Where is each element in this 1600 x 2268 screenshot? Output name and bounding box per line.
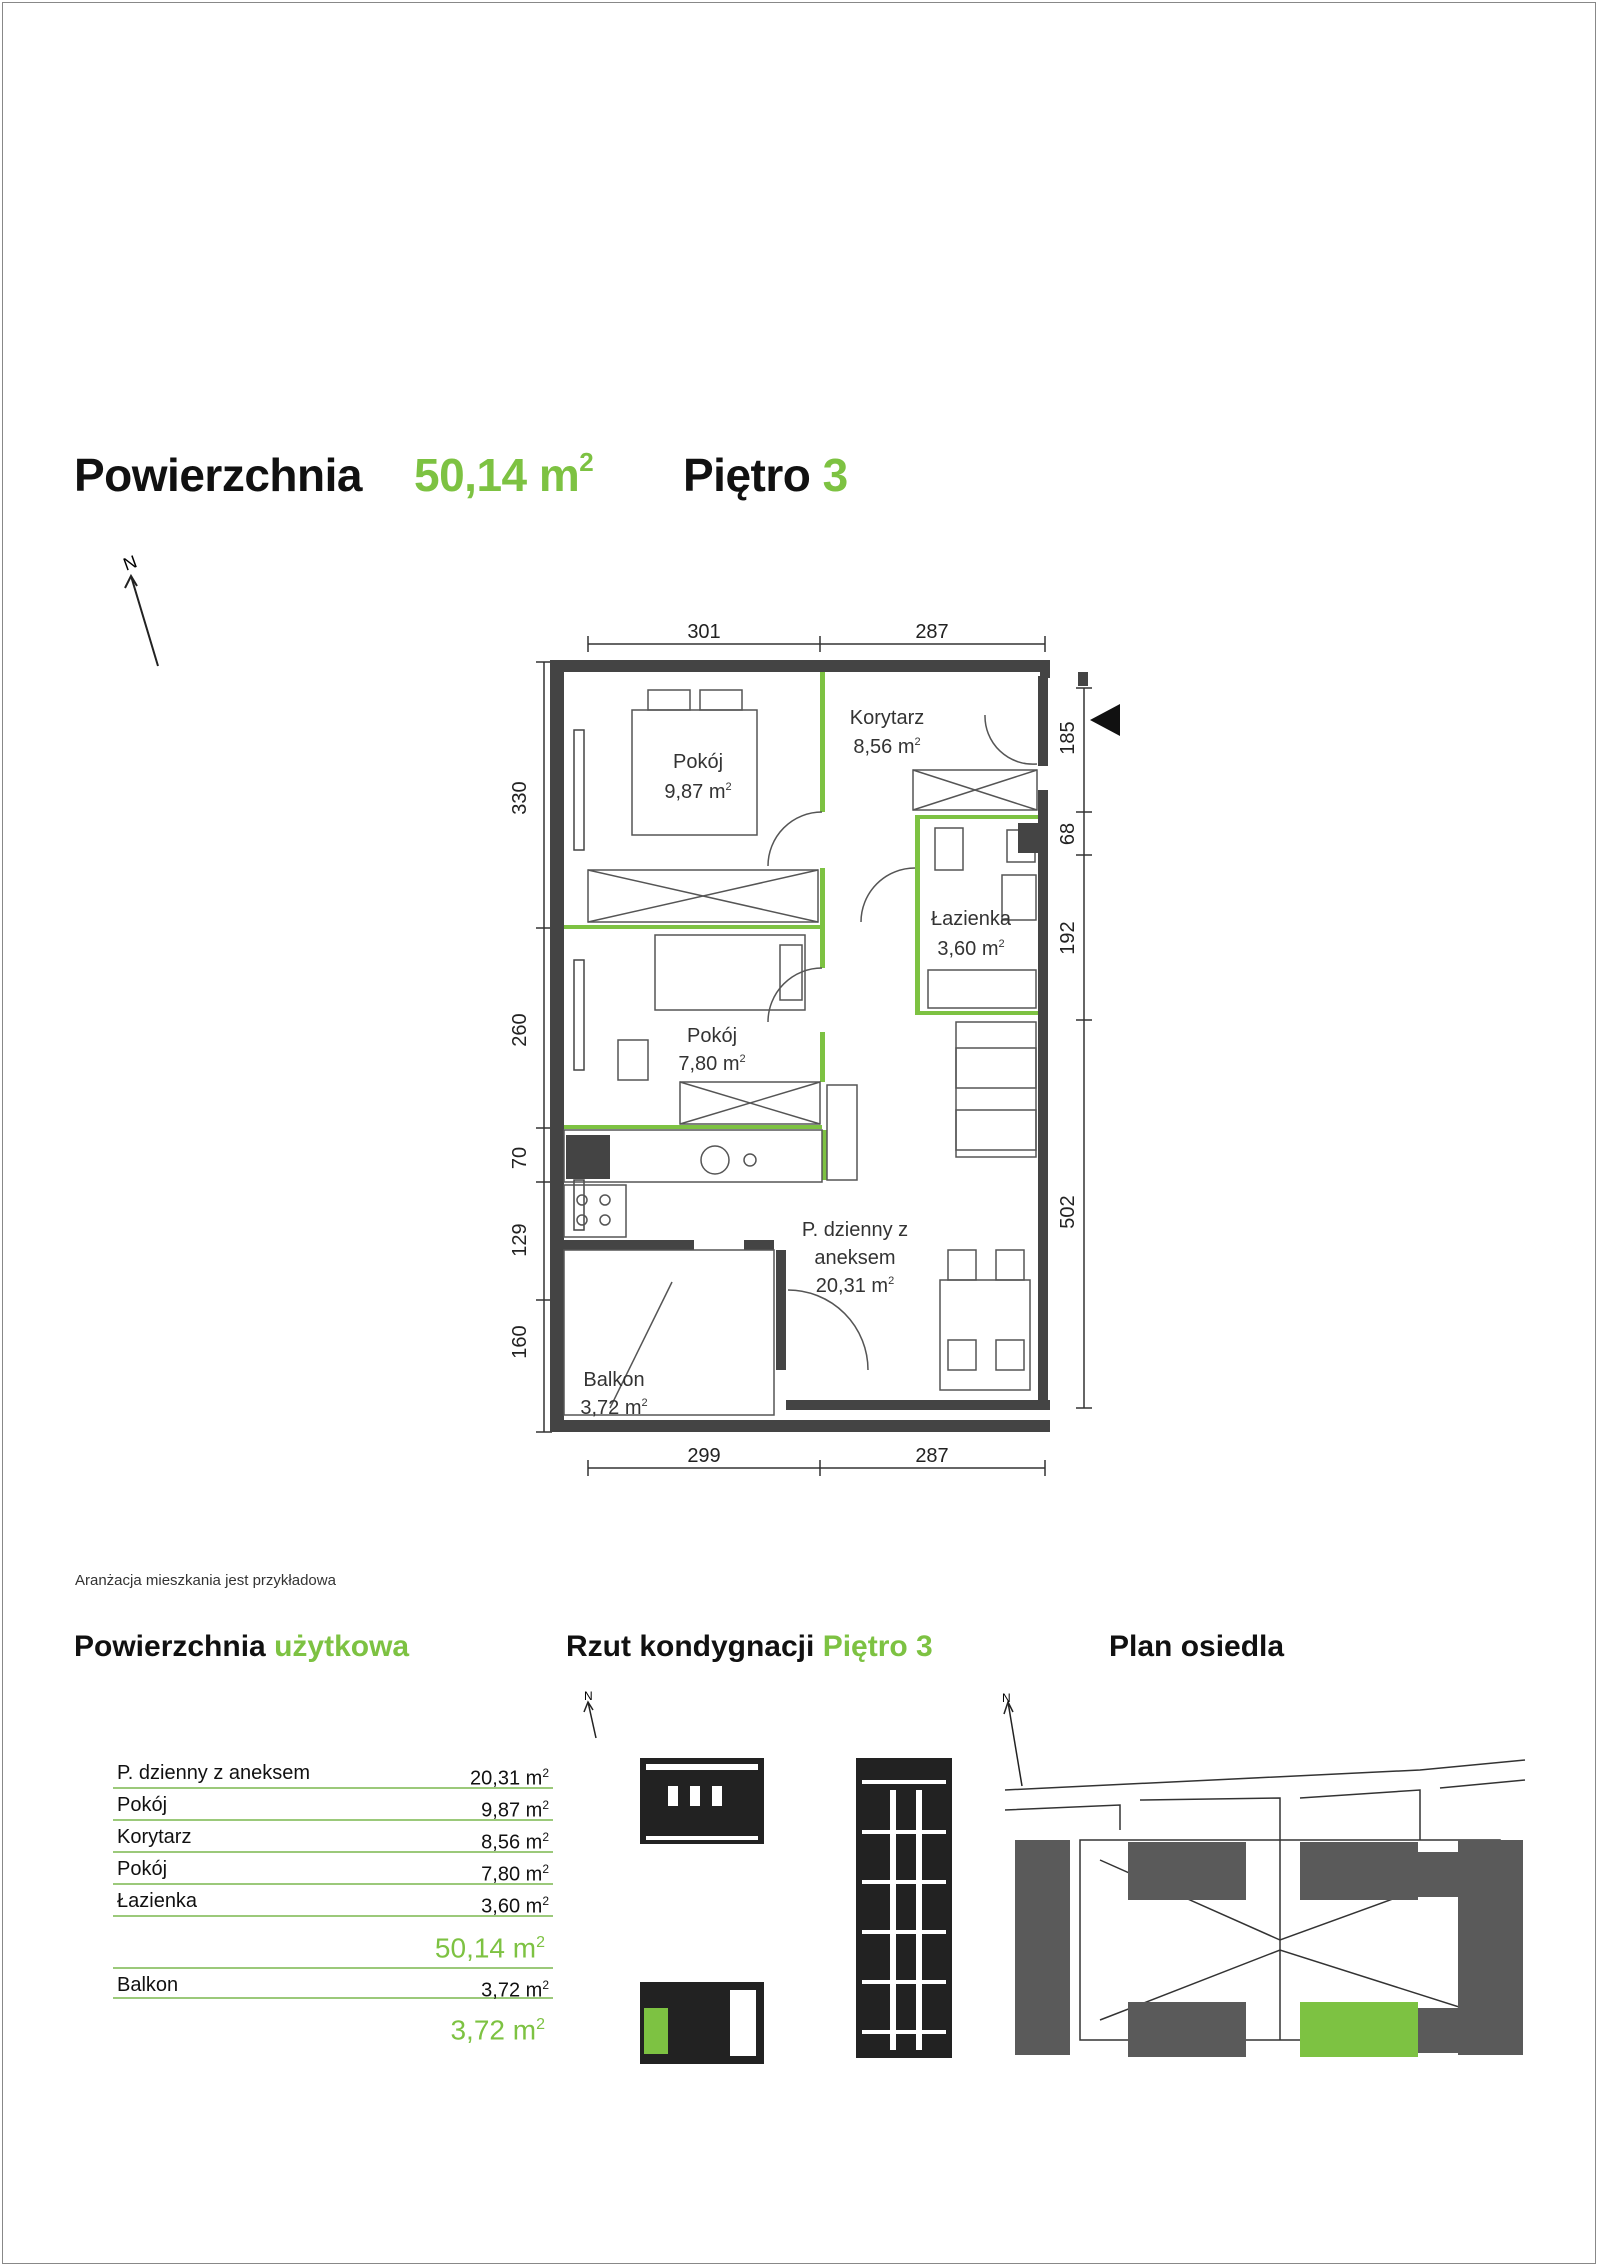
table-row: Balkon 3,72 $m^2$: [113, 1967, 553, 1999]
north-arrow-icon: [115, 548, 175, 673]
estate-site-plan: [1000, 1690, 1530, 2070]
selected-building-marker: [1300, 2002, 1418, 2057]
table-row: Łazienka 3,60 $m^2$: [113, 1885, 553, 1917]
dim-top-left: 301: [687, 621, 721, 643]
north-label-small: N: [584, 1690, 593, 1703]
table-row: Pokój 7,80 $m^2$: [113, 1853, 553, 1885]
room-area-pokoj-1: 9,87 $m^2$: [664, 781, 732, 803]
room-area-korytarz: 8,56 $m^2$: [853, 736, 921, 758]
dim-left-3: 70: [509, 1146, 531, 1170]
area-value: 50,14 $m^2$: [414, 446, 594, 501]
entrance-marker: [1090, 704, 1120, 736]
dim-top-right: 287: [915, 621, 949, 643]
building-floor-thumbnail: [580, 1690, 980, 2070]
room-area-balkon: 3,72 $m^2$: [580, 1397, 648, 1419]
room-area-lazienka: 3,60 $m^2$: [937, 938, 1005, 960]
dim-left-1: 330: [509, 781, 531, 815]
usable-area-total: 50,14 $m^2$: [434, 1932, 545, 1964]
dim-bottom-left: 299: [687, 1445, 721, 1467]
arrangement-note: Aranżacja mieszkania jest przykładowa: [75, 1572, 336, 1589]
room-name-pokoj-1: Pokój: [672, 751, 724, 773]
north-label: N: [120, 551, 140, 575]
table-row: Korytarz 8,56 $m^2$: [113, 1821, 553, 1853]
area-label: Powierzchnia: [74, 449, 362, 501]
apartment-floor-plan: [500, 600, 1140, 1500]
balcony-total: 3,72 $m^2$: [450, 2014, 545, 2046]
room-name-lazienka: Łazienka: [930, 908, 1012, 930]
usable-area-heading: Powierzchnia użytkowa: [74, 1630, 410, 1663]
dim-right-3: 192: [1057, 921, 1079, 955]
room-name-korytarz: Korytarz: [849, 707, 925, 729]
room-name-living-2: aneksem: [814, 1247, 896, 1269]
dim-left-2: 260: [509, 1013, 531, 1047]
estate-plan-heading: Plan osiedla: [1109, 1630, 1285, 1663]
selected-apartment-marker: [644, 2008, 668, 2054]
table-row: Pokój 9,87 $m^2$: [113, 1789, 553, 1821]
floor-plan-heading: Rzut kondygnacji Piętro 3: [566, 1630, 933, 1663]
dim-bottom-right: 287: [915, 1445, 949, 1467]
room-name-pokoj-2: Pokój: [686, 1025, 738, 1047]
dim-right-1: 185: [1057, 721, 1079, 755]
room-area-pokoj-2: 7,80 $m^2$: [678, 1053, 746, 1075]
dim-left-5: 160: [509, 1325, 531, 1359]
dim-right-4: 502: [1057, 1195, 1079, 1229]
dim-right-2: 68: [1057, 822, 1079, 846]
area-table: [113, 1757, 553, 2049]
table-row: P. dzienny z aneksem 20,31 $m^2$: [113, 1757, 553, 1789]
floor-value: 3: [822, 449, 848, 501]
room-name-balkon: Balkon: [583, 1369, 645, 1391]
room-area-living: 20,31 $m^2$: [815, 1275, 895, 1297]
north-label-estate: N: [1002, 1691, 1011, 1705]
room-name-living: P. dzienny z: [801, 1219, 909, 1241]
floor-label: Piętro 3: [683, 449, 848, 501]
dim-left-4: 129: [509, 1223, 531, 1257]
